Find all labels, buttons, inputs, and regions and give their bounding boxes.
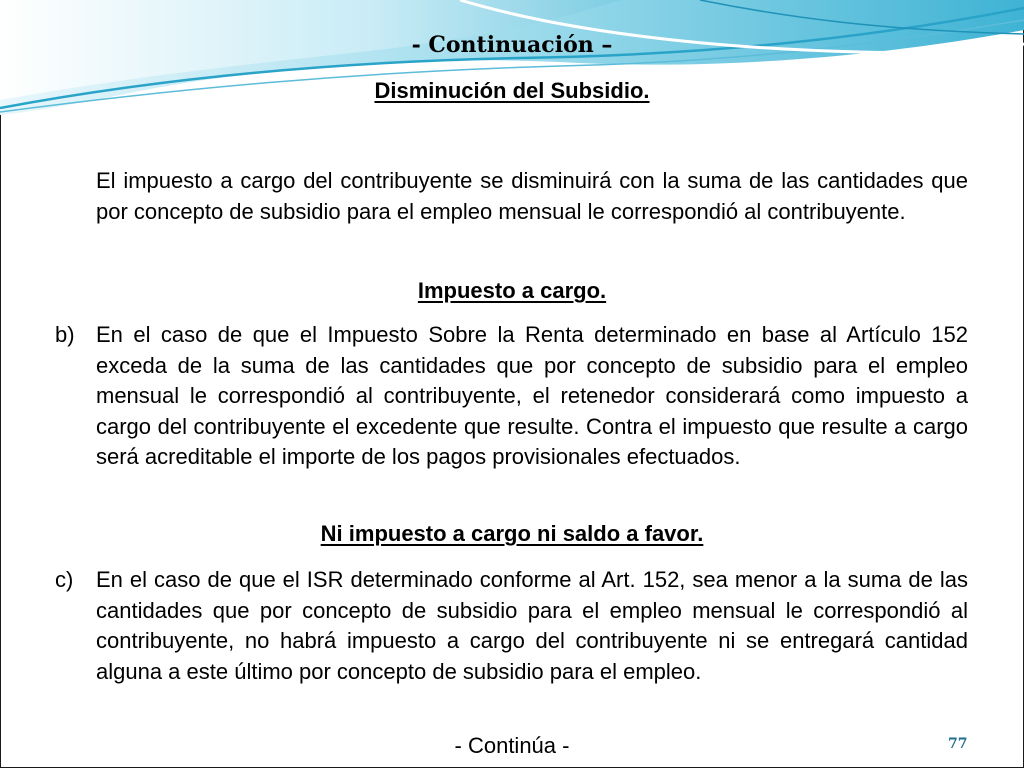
continuation-label: - Continuación – xyxy=(411,32,613,58)
list-marker-c: c) xyxy=(55,567,74,592)
heading-disminucion-text: Disminución del Subsidio. xyxy=(374,78,650,103)
list-item-c: En el caso de que el ISR determinado conforme al Art. 152, sea menor a la suma de las cantidades que por concepto de subsidio para el empleo mensual le correspondió al contribuyente, no habrá impuesto a cargo del contribuyente ni se entregará cantidad alguna a este último por concepto de subsidio para el empleo. xyxy=(96,567,968,684)
page-number: 77 xyxy=(948,736,968,752)
paragraph-disminucion: El impuesto a cargo del contribuyente se disminuirá con la suma de las cantidades que por concepto de subsidio para el empleo mensual le correspondió al contribuyente. xyxy=(96,168,968,224)
heading-impuesto-a-cargo xyxy=(0,278,1024,304)
heading-disminucion xyxy=(0,78,1024,104)
heading-ni-impuesto xyxy=(0,521,1024,547)
heading-impuesto-text: Impuesto a cargo. xyxy=(417,278,607,303)
heading-ni-impuesto-text: Ni impuesto a cargo ni saldo a favor. xyxy=(320,521,704,546)
continua-label: - Continúa - xyxy=(454,733,570,758)
list-item-b: En el caso de que el Impuesto Sobre la Renta determinado en base al Artículo 152 exceda de la suma de las cantidades que por concepto de subsidio para el empleo mensual le correspondió al contribuyente, el retenedor considerará como impuesto a cargo del contribuyente el excedente que resulte. Contra el impuesto que resulte a cargo será acreditable el importe de los pagos provisionales efectuados. xyxy=(96,322,968,469)
list-marker-b: b) xyxy=(55,322,75,347)
